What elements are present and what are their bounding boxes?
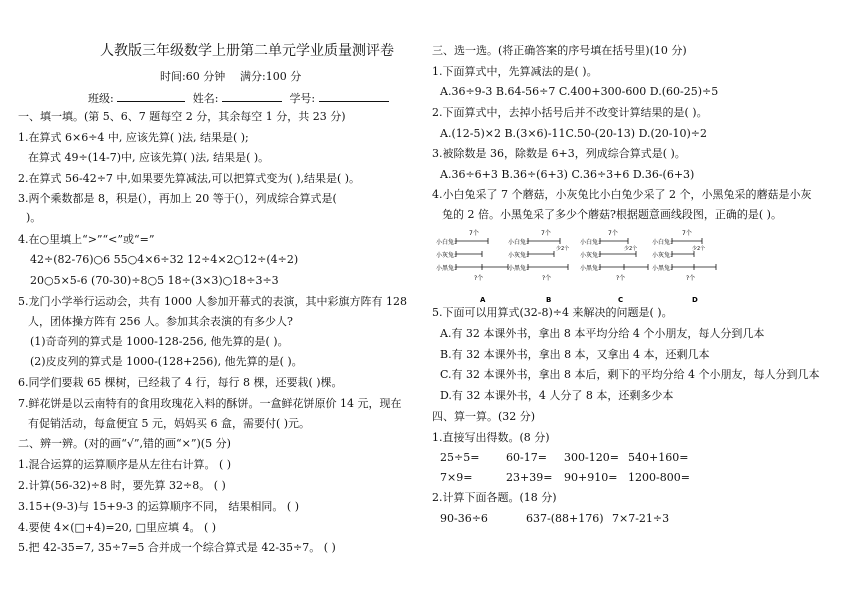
diagram-question-label: ?个: [686, 275, 696, 282]
calc-item: 90-36÷6: [440, 512, 488, 525]
question-5d: (2)皮皮列的算式是 1000-(128+256), 他先算的是( )。: [30, 355, 303, 368]
question-7a: 7.鲜花饼是以云南特有的食用玫瑰花入料的酥饼。一盒鲜花饼原价 14 元，现在: [18, 397, 402, 410]
judge-2: 2.计算(56-32)÷8 时，要先算 32÷8。 ( ): [18, 479, 226, 492]
diagram-row-label: 小白兔:: [652, 239, 673, 246]
question-3b: )。: [26, 211, 42, 224]
calc-heading: 2.计算下面各题。(18 分): [432, 491, 557, 504]
page-title: 人教版三年级数学上册第二单元学业质量测评卷: [100, 43, 394, 59]
direct-calc-item: 7×9=: [440, 471, 473, 484]
diagram-less-label: 少2个: [556, 246, 570, 252]
question-3a: 3.两个乘数都是 8，积是(），再加上 20 等于(），列成综合算式是(: [18, 192, 337, 205]
judge-1: 1.混合运算的运算顺序是从左往右计算。 ( ): [18, 458, 232, 471]
diagram-row-label: 小黑兔:: [652, 265, 673, 272]
choice-5-option-b: B.有 32 本课外书，拿出 8 本，又拿出 4 本，还剩几本: [440, 348, 710, 361]
diagram-row-label: 小黑兔:: [436, 265, 457, 272]
diagram-question-label: ?个: [542, 275, 552, 282]
direct-calc-item: 25÷5=: [440, 451, 480, 464]
direct-calc-item: 1200-800=: [628, 471, 690, 484]
choice-5-option-a: A.有 32 本课外书，拿出 8 本平均分给 4 个小朋友，每人分到几本: [440, 327, 765, 340]
class-label: 班级:: [88, 92, 114, 105]
choice-5-option-d: D.有 32 本课外书，4 人分了 8 本，还剩多少本: [440, 389, 674, 402]
choice-3-options: A.36÷6+3 B.36÷(6+3) C.36÷3+6 D.36-(6+3): [440, 168, 695, 181]
diagram-row-label: 小灰兔:: [436, 252, 457, 259]
section-2-heading: 二、辨一辨。(对的画“√”,错的画“×”)(5 分): [18, 437, 231, 450]
section-4-heading: 四、算一算。(32 分): [432, 410, 536, 423]
time-info: 时间:60 分钟: [160, 70, 226, 83]
diagram-row-label: 小灰兔:: [508, 252, 529, 259]
diagram-row-label: 小灰兔:: [580, 252, 601, 259]
diagram-less-label: 少2个: [692, 246, 706, 252]
diagram-row-label: 小黑兔:: [580, 265, 601, 272]
diagram-d: [652, 229, 716, 304]
choice-1-options: A.36÷9-3 B.64-56÷7 C.400+300-600 D.(60-25)÷5: [440, 85, 719, 98]
question-7b: 有促销活动，每盒便宜 5 元，妈妈买 6 盒，需要付( )元。: [28, 417, 311, 430]
class-field[interactable]: [117, 90, 185, 102]
diagram-row-label: 小黑兔:: [508, 265, 529, 272]
diagram-option-label: A: [480, 296, 486, 304]
choice-4b: 兔的 2 倍。小黑兔采了多少个蘑菇?根据题意画线段图，正确的是( )。: [442, 208, 782, 221]
section-1-heading: 一、填一填。(第 5、6、7 题每空 2 分，其余每空 1 分，共 23 分): [18, 110, 346, 123]
question-5c: (1)奇奇列的算式是 1000-128-256, 他先算的是( )。: [30, 335, 289, 348]
id-label: 学号:: [289, 92, 316, 105]
diagram-b: [508, 229, 569, 304]
question-4-row-2: 20○5×5-6 (70-30)÷8○5 18÷(3×3)○18÷3÷3: [30, 274, 279, 287]
direct-calc-item: 90+910=: [564, 471, 618, 484]
diagram-row-label: 小白兔:: [436, 239, 457, 246]
diagram-top-label: 7个: [608, 230, 618, 237]
name-field[interactable]: [222, 90, 282, 102]
direct-calc-item: 60-17=: [506, 451, 547, 464]
diagram-a: [436, 229, 508, 304]
diagram-question-label: ?个: [474, 275, 484, 282]
judge-4: 4.要使 4×(□+4)=20, □里应填 4。 ( ): [18, 521, 217, 534]
diagram-option-label: B: [546, 296, 552, 304]
question-4-row-1: 42÷(82-76)○6 55○4×6÷32 12÷4×2○12÷(4÷2): [30, 253, 299, 266]
id-field[interactable]: [319, 90, 389, 102]
direct-calc-heading: 1.直接写出得数。(8 分): [432, 431, 550, 444]
name-label: 姓名:: [192, 92, 219, 105]
diagram-row-label: 小白兔:: [508, 239, 529, 246]
diagram-c: [580, 229, 648, 304]
choice-1: 1.下面算式中，先算减法的是( )。: [432, 65, 598, 78]
score-info: 满分:100 分: [240, 70, 302, 83]
diagram-less-label: 少2个: [624, 246, 638, 252]
diagram-row-label: 小灰兔:: [652, 252, 673, 259]
direct-calc-item: 300-120=: [564, 451, 619, 464]
judge-3: 3.15+(9-3)与 15+9-3 的运算顺序不同， 结果相同。 ( ): [18, 500, 299, 513]
direct-calc-item: 540+160=: [628, 451, 689, 464]
choice-3: 3.被除数是 36，除数是 6+3，列成综合算式是( )。: [432, 147, 686, 160]
diagram-option-label: C: [618, 296, 624, 304]
judge-5: 5.把 42-35=7, 35÷7=5 合并成一个综合算式是 42-35÷7。 ( ): [18, 541, 336, 554]
question-1b: 在算式 49÷(14-7)中, 应该先算( )法, 结果是( )。: [28, 151, 270, 164]
diagram-row-label: 小白兔:: [580, 239, 601, 246]
diagram-option-label: D: [692, 296, 698, 304]
direct-calc-item: 23+39=: [506, 471, 553, 484]
question-1a: 1.在算式 6×6÷4 中, 应该先算( )法, 结果是( );: [18, 131, 249, 144]
calc-item: 7×7-21÷3: [612, 512, 670, 525]
section-3-heading: 三、选一选。(将正确答案的序号填在括号里)(10 分): [432, 44, 687, 57]
calc-item: 637-(88+176): [526, 512, 604, 525]
choice-2: 2.下面算式中，去掉小括号后并不改变计算结果的是( )。: [432, 106, 708, 119]
question-6: 6.同学们要栽 65 棵树，已经栽了 4 行，每行 8 棵，还要栽( )棵。: [18, 376, 343, 389]
diagram-top-label: 7个: [541, 230, 551, 237]
choice-5-option-c: C.有 32 本课外书，拿出 8 本后，剩下的平均分给 4 个小朋友，每人分到几本: [440, 368, 820, 381]
diagram-top-label: 7个: [682, 230, 692, 237]
diagram-top-label: 7个: [469, 230, 479, 237]
question-5a: 5.龙门小学举行运动会，共有 1000 人参加开幕式的表演，其中彩旗方阵有 128: [18, 295, 407, 308]
choice-5: 5.下面可以用算式(32-8)÷4 来解决的问题是( )。: [432, 306, 673, 319]
question-4: 4.在○里填上“>”“<”或“=”: [18, 233, 155, 246]
diagram-question-label: ?个: [616, 275, 626, 282]
question-2: 2.在算式 56-42÷7 中,如果要先算减法,可以把算式变为( ),结果是( )。: [18, 172, 361, 185]
student-info-row: [88, 90, 389, 106]
question-5b: 人，团体操方阵有 256 人。参加其余表演的有多少人?: [28, 315, 293, 328]
choice-4a: 4.小白兔采了 7 个蘑菇，小灰兔比小白兔少采了 2 个，小黑兔采的蘑菇是小灰: [432, 188, 812, 201]
choice-2-options: A.(12-5)×2 B.(3×6)-11C.50-(20-13) D.(20-10)÷2: [440, 127, 707, 140]
segment-diagrams: [436, 226, 736, 306]
